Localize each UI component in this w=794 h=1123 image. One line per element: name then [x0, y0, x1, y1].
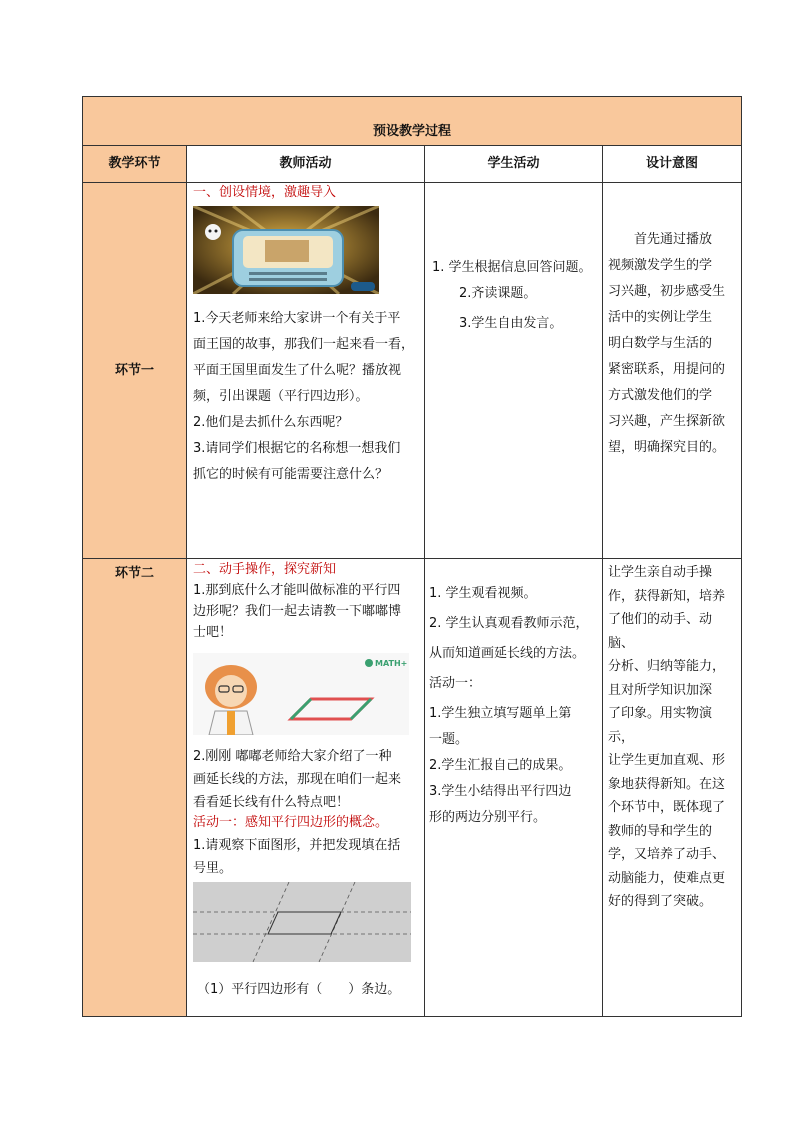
header-stage: 教学环节 — [83, 146, 187, 183]
row2-design-line: 且对所学知识加深 — [608, 682, 713, 698]
row1-design-line: 望，明确探究目的。 — [608, 440, 726, 455]
row1-student-line: 3.学生自由发言。 — [459, 316, 563, 331]
row2-teacher-line: 看看延长线有什么特点吧！ — [193, 795, 350, 810]
stage-1-label: 环节一 — [83, 183, 187, 559]
row1-teacher-cell — [187, 183, 425, 559]
row2-design-line: 分析、归纳等能力， — [608, 659, 726, 674]
row2-student-line: 2.学生汇报自己的成果。 — [429, 758, 572, 773]
video-thumbnail — [193, 206, 418, 304]
row1-design-line: 首先通过播放 — [608, 232, 713, 247]
teaching-process-table — [82, 96, 742, 1017]
row1-student-line: 1. 学生根据信息回答问题。 — [432, 260, 592, 275]
row1-teacher-line: 2.他们是去抓什么东西呢？ — [193, 415, 349, 430]
math-logo-text: MATH+ — [375, 659, 408, 668]
row1-teacher-line: 1.今天老师来给大家讲一个有关于平 — [193, 311, 401, 326]
row1-design-cell — [603, 183, 742, 559]
row1-design-line: 活中的实例让学生 — [608, 310, 713, 325]
row1-design-line: 习兴趣，初步感受生 — [608, 284, 726, 299]
row2-design-line: 象地获得新知。在这 — [608, 776, 726, 792]
row1-teacher-line: 3.请同学们根据它的名称想一想我们 — [193, 441, 401, 456]
row2-teacher-line: 1.请观察下面图形，并把发现填在括 — [193, 838, 401, 853]
header-teacher: 教师活动 — [187, 146, 425, 183]
row2-activity-heading: 活动一：感知平行四边形的概念。 — [193, 815, 389, 830]
extended-lines-photo — [193, 882, 411, 962]
row1-teacher-line: 抓它的时候有可能需要注意什么？ — [193, 467, 389, 482]
row2-student-line: 一题。 — [429, 732, 469, 747]
row2-design-line: 个环节中，既体现了 — [608, 800, 726, 815]
row2-design-line: 了印象。用实物演示， — [608, 706, 713, 745]
header-design: 设计意图 — [603, 146, 742, 183]
row2-design-line: 好的得到了突破。 — [608, 894, 713, 909]
row2-student-line: 从而知道画延长线的方法。 — [429, 646, 586, 661]
row1-design-line: 习兴趣，产生探新欲 — [608, 414, 726, 429]
row2-student-cell — [425, 559, 603, 1017]
row2-student-line: 2. 学生认真观看教师示范， — [429, 616, 589, 631]
video-screenshot-image — [193, 206, 379, 294]
row2-teacher-line: 画延长线的方法，那现在咱们一起来 — [193, 772, 402, 787]
row1-teacher-line: 平面王国里面发生了什么呢？播放视 — [193, 363, 402, 378]
row2-teacher-line: 号里。 — [193, 861, 233, 876]
row2-design-line: 学，又培养了动手、 — [608, 847, 726, 862]
row2-student-line: 形的两边分别平行。 — [429, 810, 547, 825]
table-title: 预设教学过程 — [373, 124, 452, 139]
row1-teacher-heading: 一、创设情境，激趣导入 — [193, 185, 337, 200]
row2-student-line: 1.学生独立填写题单上第 — [429, 706, 572, 721]
row2-teacher-cell — [187, 559, 425, 1017]
row1-teacher-line: 面王国的故事，那我们一起来看一看， — [193, 337, 415, 352]
doctor-parallelogram-illustration — [193, 653, 409, 735]
row1-design-line: 视频激发学生的学 — [608, 258, 713, 273]
doctor-dudu-image — [193, 653, 418, 743]
row2-design-cell — [603, 559, 742, 1017]
stage-2-label: 环节二 — [83, 559, 187, 1017]
row1-student-line: 2.齐读课题。 — [459, 286, 537, 301]
row2-teacher-heading: 二、动手操作，探究新知 — [193, 562, 337, 577]
row1-design-line: 紧密联系，用提问的 — [608, 362, 726, 377]
row2-teacher-line: 士吧！ — [193, 625, 233, 640]
row2-question: （1）平行四边形有（ ）条边。 — [197, 982, 401, 997]
row2-student-line: 活动一： — [429, 676, 482, 691]
parallelogram-photo — [193, 882, 418, 970]
row2-design-line: 了他们的动手、动脑、 — [608, 612, 713, 651]
row2-design-line: 让学生亲自动手操 — [608, 565, 713, 580]
row2-teacher-line: 边形呢？我们一起去请教一下嘟嘟博 — [193, 604, 402, 619]
row2-design-line: 教师的导和学生的 — [608, 823, 713, 839]
row2-teacher-line: 2.刚刚 嘟嘟老师给大家介绍了一种 — [193, 749, 392, 764]
row2-teacher-line: 1.那到底什么才能叫做标准的平行四 — [193, 583, 401, 598]
row2-design-line: 作，获得新知，培养 — [608, 588, 726, 604]
row2-design-line: 动脑能力，使难点更 — [608, 870, 726, 886]
row2-design-line: 让学生更加直观、形 — [608, 753, 726, 768]
row2-student-line: 1. 学生观看视频。 — [429, 586, 537, 601]
header-student: 学生活动 — [425, 146, 603, 183]
row1-design-line: 明白数学与生活的 — [608, 336, 713, 351]
row1-teacher-line: 频，引出课题（平行四边形）。 — [193, 389, 369, 404]
row1-design-line: 方式激发他们的学 — [608, 388, 713, 403]
row2-student-line: 3.学生小结得出平行四边 — [429, 784, 572, 799]
row1-student-cell — [425, 183, 603, 559]
table-title-cell — [83, 97, 742, 146]
